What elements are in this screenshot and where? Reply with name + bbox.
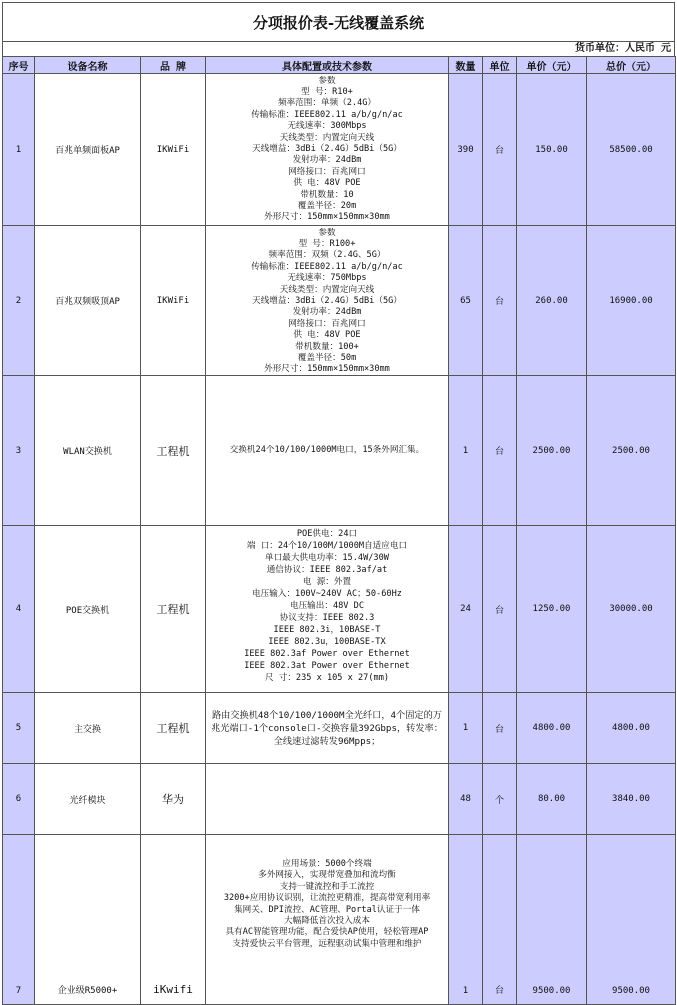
row-no: 2 (3, 226, 35, 376)
row-qty: 24 (449, 526, 483, 693)
row-unit: 个 (483, 764, 517, 835)
row-no: 3 (3, 376, 35, 526)
sheet-title: 分项报价表-无线覆盖系统 (2, 2, 675, 42)
table-row (3, 835, 676, 1005)
table-row (3, 764, 676, 835)
row-unit: 台 (483, 376, 517, 526)
table-row (3, 74, 676, 226)
row-spec: POE供电：24口 端 口：24个10/100M/1000M自适应电口 单口最大供电功率：15.4W/30W 通信协议：IEEE 802.3af/at 电 源：外置 电压输入：100V~240V AC；50-60Hz 电压输出：48V DC 协议支持：IEEE 802.3 IEEE 802.3i，10BASE-T IEEE 802.3u，100BASE-TX IEEE 802.3af Power over Ethernet IEEE 802.3at Power over Ethernet 尺 寸：235 x 105 x 27(mm) (244, 529, 410, 683)
row-total: 58500.00 (587, 74, 676, 226)
row-price: 2500.00 (517, 376, 587, 526)
row-unit: 台 (483, 74, 517, 226)
row-name: 企业级R5000+ (35, 835, 141, 1005)
row-price: 9500.00 (517, 835, 587, 1005)
row-name: 主交换 (35, 693, 141, 764)
quote-table (2, 56, 676, 1005)
col-header-brand: 品 牌 (141, 57, 206, 74)
row-price: 4800.00 (517, 693, 587, 764)
table-row (3, 376, 676, 526)
col-header-no: 序号 (3, 57, 35, 74)
col-header-spec: 具体配置或技术参数 (206, 57, 449, 74)
row-total: 16900.00 (587, 226, 676, 376)
row-no: 4 (3, 526, 35, 693)
row-brand: 工程机 (141, 693, 206, 764)
row-name: 百兆单频面板AP (35, 74, 141, 226)
row-brand: IKWiFi (141, 74, 206, 226)
row-price: 260.00 (517, 226, 587, 376)
row-qty: 1 (449, 835, 483, 1005)
row-no: 6 (3, 764, 35, 835)
row-brand: 工程机 (141, 376, 206, 526)
row-total: 2500.00 (587, 376, 676, 526)
row-qty: 48 (449, 764, 483, 835)
row-qty: 390 (449, 74, 483, 226)
row-name: POE交换机 (35, 526, 141, 693)
col-header-total: 总价（元） (587, 57, 676, 74)
row-total: 3840.00 (587, 764, 676, 835)
row-no: 5 (3, 693, 35, 764)
row-total: 30000.00 (587, 526, 676, 693)
row-unit: 台 (483, 526, 517, 693)
row-brand: 工程机 (141, 526, 206, 693)
row-spec: 参数 型 号：R10+ 频率范围：单频（2.4G） 传输标准：IEEE802.11 a/b/g/n/ac 无线速率：300Mbps 天线类型：内置定向天线 天线增益：3dBi（2.4G）5dBi（5G） 发射功率：24dBm 网络接口：百兆网口 供 电：48V POE 带机数量：10 覆盖半径：20m 外形尺寸：150mm×150mm×30mm (251, 75, 403, 223)
row-price: 150.00 (517, 74, 587, 226)
row-price: 80.00 (517, 764, 587, 835)
row-spec: 路由交换机48个10/100/1000M全光纤口，4个固定的万兆光端口-1个console口-交换容量392Gbps，转发率：全线速过滤转发96Mpps； (211, 709, 443, 747)
row-name: 光纤模块 (35, 764, 141, 835)
row-no: 7 (3, 835, 35, 1005)
row-unit: 台 (483, 835, 517, 1005)
quote-sheet (2, 2, 675, 1005)
row-unit: 台 (483, 693, 517, 764)
col-header-qty: 数量 (449, 57, 483, 74)
col-header-name: 设备名称 (35, 57, 141, 74)
row-total: 9500.00 (587, 835, 676, 1005)
currency-note: 货币单位：人民币 元 (2, 42, 675, 56)
row-name: 百兆双频吸顶AP (35, 226, 141, 376)
row-brand: iKwifi (141, 835, 206, 1005)
row-spec: 交换机24个10/100/1000M电口，15条外网汇集。 (229, 444, 425, 455)
row-brand: IKWiFi (141, 226, 206, 376)
row-total: 4800.00 (587, 693, 676, 764)
row-qty: 1 (449, 693, 483, 764)
col-header-unit: 单位 (483, 57, 517, 74)
header-row (3, 57, 676, 74)
row-qty: 1 (449, 376, 483, 526)
row-no: 1 (3, 74, 35, 226)
col-header-price: 单价（元） (517, 57, 587, 74)
row-unit: 台 (483, 226, 517, 376)
row-spec: 参数 型 号：R100+ 频率范围：双频（2.4G、5G） 传输标准：IEEE802.11 a/b/g/n/ac 无线速率：750Mbps 天线类型：内置定向天线 天线增益：3dBi（2.4G）5dBi（5G） 发射功率：24dBm 网络接口：百兆网口 供 电：48V POE 带机数量：100+ 覆盖半径：50m 外形尺寸：150mm×150mm×30mm (251, 227, 403, 374)
table-row (3, 526, 676, 693)
row-brand: 华为 (141, 764, 206, 835)
row-name: WLAN交换机 (35, 376, 141, 526)
row-spec: 应用场景：5000个终端 多外网接入，实现带宽叠加和流均衡 支持一键流控和手工流控 3200+应用协议识别，让流控更精准，提高带宽利用率 集网关、DPI流控、AC管理、Portal认证于一体 大幅降低首次投入成本 具有AC智能管理功能，配合爱快AP使用，轻松管理AP 支持爱快云平台管理，远程驱动试集中管理和维护 (223, 859, 431, 949)
row-qty: 65 (449, 226, 483, 376)
table-row (3, 693, 676, 764)
table-row (3, 226, 676, 376)
row-price: 1250.00 (517, 526, 587, 693)
